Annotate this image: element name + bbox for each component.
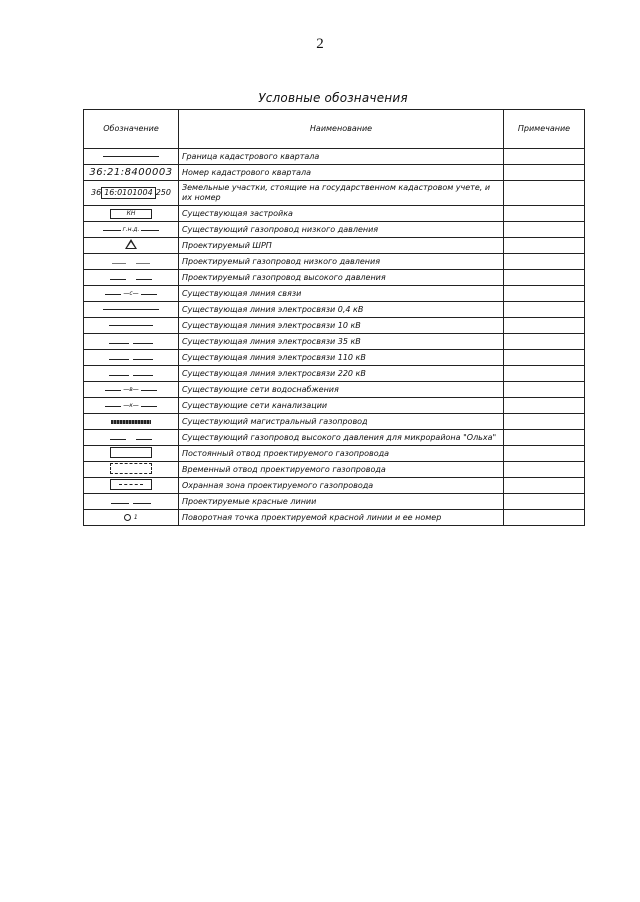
row-name: Существующий газопровод высокого давления для микрорайона "Ольха" [179,430,504,446]
symbol-cadastral-number [84,165,179,181]
table-row [84,254,585,270]
sewer-mark: —к— [123,402,139,409]
table-row [84,446,585,462]
row-name: Проектируемый газопровод высокого давления [179,270,504,286]
symbol-turn-point [84,510,179,526]
row-name: Проектируемые красные линии [179,494,504,510]
row-note [504,398,585,414]
row-name: Существующая линия электросвязи 35 кВ [179,334,504,350]
parcel-suffix: 250 [155,188,171,197]
dashed-line-symbol [109,359,153,360]
row-name: Существующий магистральный газопровод [179,414,504,430]
solid-line-symbol [103,156,159,157]
table-row [84,286,585,302]
symbol-permanent-allotment [84,446,179,462]
row-note [504,510,585,526]
table-row [84,430,585,446]
row-note [504,414,585,430]
row-name: Проектируемый ШРП [179,238,504,254]
symbol-gas-low-existing [84,222,179,238]
page-number: 2 [316,36,324,52]
gas-low-mark: г.н.д. [122,226,140,233]
row-name: Постоянный отвод проектируемого газопровода [179,446,504,462]
line-segment [133,359,153,360]
symbol-parcel [84,181,179,206]
solid-box-symbol [110,447,152,458]
row-note [504,478,585,494]
row-name: Существующие сети водоснабжения [179,382,504,398]
row-name: Земельные участки, стоящие на государственном кадастровом учете, и их номер [179,181,504,206]
line-segment [133,343,153,344]
solid-line-symbol [103,309,159,310]
row-name: Существующая линия связи [179,286,504,302]
line-segment [105,294,121,295]
dashed-line-symbol [111,503,151,504]
row-note [504,270,585,286]
symbol-main-gas [84,414,179,430]
dashed-line-symbol [112,263,150,264]
table-row [84,350,585,366]
header-note: Примечание [504,110,585,149]
row-name: Временный отвод проектируемого газопровода [179,462,504,478]
symbol-red-lines [84,494,179,510]
table-row [84,149,585,165]
solid-line-symbol [109,325,153,326]
symbol-shrp [84,238,179,254]
turn-point-label: 1 [133,513,138,521]
line-segment [110,279,126,280]
triangle-icon [125,239,137,249]
dashed-line-symbol [109,343,153,344]
row-name: Существующая линия электросвязи 220 кВ [179,366,504,382]
row-note [504,238,585,254]
table-row [84,302,585,318]
symbol-gas-high-proposed [84,270,179,286]
header-symbol: Обозначение [84,110,179,149]
table-row [84,206,585,222]
row-note [504,334,585,350]
row-note [504,366,585,382]
building-code: КН [110,209,152,219]
symbol-water [84,382,179,398]
table-row [84,270,585,286]
comm-mark: —с— [123,290,139,297]
line-segment [111,503,129,504]
symbol-power-04 [84,302,179,318]
table-row [84,222,585,238]
row-note [504,254,585,270]
parcel-prefix: 36 [91,188,102,197]
header-row [84,110,585,149]
row-name: Существующие сети канализации [179,398,504,414]
zone-box-symbol [110,479,152,490]
symbol-cadastral-boundary [84,149,179,165]
line-segment [141,294,157,295]
water-mark: —в— [123,386,139,393]
row-note [504,149,585,165]
row-name: Граница кадастрового квартала [179,149,504,165]
row-note [504,350,585,366]
line-segment [109,359,129,360]
line-segment [109,343,129,344]
row-note [504,302,585,318]
table-row [84,414,585,430]
symbol-protection-zone [84,478,179,494]
symbol-power-10 [84,318,179,334]
line-segment [112,263,126,264]
row-name: Существующий газопровод низкого давления [179,222,504,238]
hatched-line-symbol [111,420,151,424]
line-segment [136,439,152,440]
row-name: Существующая линия электросвязи 0,4 кВ [179,302,504,318]
symbol-building [84,206,179,222]
line-segment [136,279,152,280]
row-note [504,446,585,462]
symbol-sewer [84,398,179,414]
symbol-power-220 [84,366,179,382]
line-segment [141,390,157,391]
cadastral-number-text: 36:21:8400003 [89,166,173,178]
dashed-line-symbol [109,375,153,376]
line-segment [110,439,126,440]
parcel-code: 16:0101004 [101,187,156,199]
row-note [504,494,585,510]
legend-title: Условные обозначения [258,91,408,105]
row-note [504,165,585,181]
table-row [84,165,585,181]
symbol-gas-high-olkha [84,430,179,446]
line-segment [133,503,151,504]
table-row [84,382,585,398]
line-segment [105,406,121,407]
row-note [504,430,585,446]
row-note [504,382,585,398]
line-segment [103,230,121,231]
line-segment [141,406,157,407]
line-segment [109,375,129,376]
row-note [504,206,585,222]
line-segment [136,263,150,264]
line-segment [141,230,159,231]
row-name: Существующая застройка [179,206,504,222]
legend-table [83,109,585,526]
row-note [504,318,585,334]
table-row [84,366,585,382]
table-row [84,494,585,510]
header-name: Наименование [179,110,504,149]
symbol-gas-low-proposed [84,254,179,270]
row-name: Поворотная точка проектируемой красной линии и ее номер [179,510,504,526]
dashed-box-symbol [110,463,152,474]
symbol-power-110 [84,350,179,366]
row-note [504,222,585,238]
row-name: Существующая линия электросвязи 110 кВ [179,350,504,366]
table-row [84,462,585,478]
table-row [84,181,585,206]
line-segment [105,390,121,391]
dashed-line-symbol [110,279,152,280]
table-row [84,238,585,254]
symbol-comm-line [84,286,179,302]
table-row [84,334,585,350]
row-name: Проектируемый газопровод низкого давления [179,254,504,270]
row-note [504,462,585,478]
row-name: Охранная зона проектируемого газопровода [179,478,504,494]
row-name: Существующая линия электросвязи 10 кВ [179,318,504,334]
dashed-line-symbol [110,439,152,440]
row-note [504,286,585,302]
symbol-power-35 [84,334,179,350]
row-note [504,181,585,206]
line-segment [133,375,153,376]
table-row [84,510,585,526]
symbol-temporary-allotment [84,462,179,478]
circle-icon [124,514,131,521]
table-row [84,398,585,414]
table-row [84,478,585,494]
row-name: Номер кадастрового квартала [179,165,504,181]
table-row [84,318,585,334]
